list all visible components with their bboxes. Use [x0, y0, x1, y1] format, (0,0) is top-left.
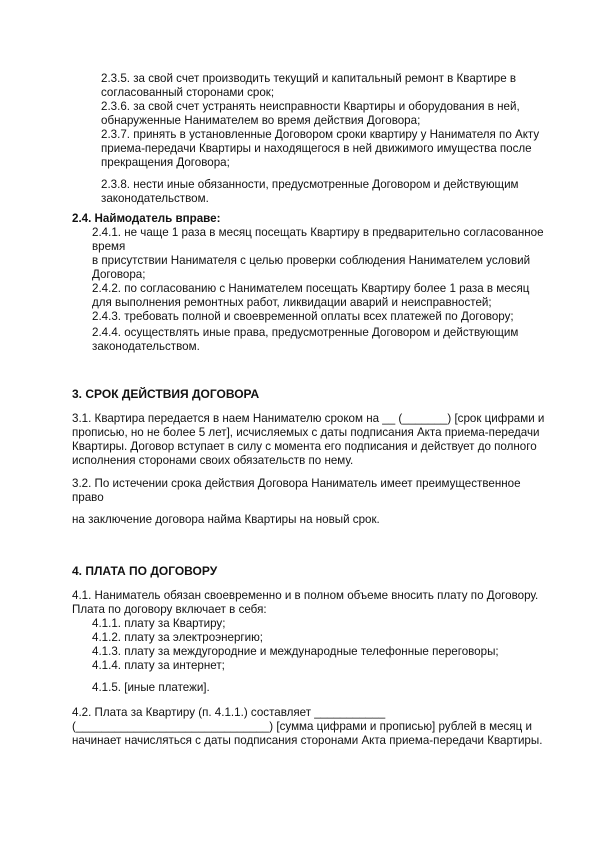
- para-3-2-line-2: право: [72, 491, 104, 504]
- list-item-4-1-5: 4.1.5. [иные платежи].: [92, 681, 210, 694]
- item-2-3-8-line-1: 2.3.8. нести иные обязанности, предусмотренные Договором и действующим: [101, 178, 519, 191]
- para-4-1-line-1: 4.1. Наниматель обязан своевременно и в полном объеме вносить плату по Договору.: [72, 589, 539, 602]
- para-3-1-line-1: 3.1. Квартира передается в наем Нанимателю сроком на __ (_______) [срок цифрами и: [72, 412, 545, 425]
- item-2-4-4-line-1: 2.4.4. осуществлять иные права, предусмотренные Договором и действующим: [92, 326, 519, 339]
- item-2-4-2-line-1: 2.4.2. по согласованию с Нанимателем посещать Квартиру более 1 раза в месяц: [92, 282, 530, 295]
- list-item-4-1-3: 4.1.3. плату за междугородние и международные телефонные переговоры;: [92, 645, 499, 658]
- item-2-4-4-line-2: законодательством.: [92, 340, 200, 353]
- item-2-4-3-line-1: 2.4.3. требовать полной и своевременной оплаты всех платежей по Договору;: [92, 310, 514, 323]
- item-2-3-7-line-2: приема-передачи Квартиры и находящегося в ней движимого имущества после: [101, 142, 532, 155]
- item-2-4-1-line-4: Договора;: [92, 268, 146, 281]
- item-2-3-5-line-2: согласованный сторонами срок;: [101, 86, 275, 99]
- para-3-2-line-1: 3.2. По истечении срока действия Договора Наниматель имеет преимущественное: [72, 477, 521, 490]
- para-4-2-line-3: начинает начисляться с даты подписания сторонами Акта приема-передачи Квартиры.: [72, 734, 543, 747]
- para-4-2-line-2: (______________________________) [сумма цифрами и прописью] рублей в месяц и: [72, 720, 532, 733]
- list-item-4-1-1: 4.1.1. плату за Квартиру;: [92, 617, 226, 630]
- section-2-4-heading: 2.4. Наймодатель вправе:: [72, 212, 221, 225]
- section-4-heading: 4. ПЛАТА ПО ДОГОВОРУ: [72, 564, 218, 578]
- list-item-4-1-2: 4.1.2. плату за электроэнергию;: [92, 631, 264, 644]
- section-3-heading: 3. СРОК ДЕЙСТВИЯ ДОГОВОРА: [72, 387, 260, 401]
- item-2-3-8-line-2: законодательством.: [101, 192, 209, 205]
- item-2-3-7-line-1: 2.3.7. принять в установленные Договором сроки квартиру у Нанимателя по Акту: [101, 128, 540, 141]
- para-4-2-line-1: 4.2. Плата за Квартиру (п. 4.1.1.) составляет ___________: [72, 706, 386, 719]
- item-2-3-5-line-1: 2.3.5. за свой счет производить текущий и капитальный ремонт в Квартире в: [101, 72, 517, 85]
- para-3-1-line-4: исполнения сторонами своих обязательств по нему.: [72, 454, 354, 467]
- para-3-2-line-3: на заключение договора найма Квартиры на новый срок.: [72, 513, 380, 526]
- item-2-4-1-line-2: время: [92, 240, 126, 253]
- list-item-4-1-4: 4.1.4. плату за интернет;: [92, 659, 225, 672]
- item-2-3-6-line-2: обнаруженные Нанимателем во время действия Договора;: [101, 114, 421, 127]
- item-2-3-6-line-1: 2.3.6. за свой счет устранять неисправности Квартиры и оборудования в ней,: [101, 100, 520, 113]
- para-3-1-line-3: Квартиры. Договор вступает в силу с момента его подписания и действует до полного: [72, 440, 537, 453]
- item-2-3-7-line-3: прекращения Договора;: [101, 156, 230, 169]
- item-2-4-2-line-2: для выполнения ремонтных работ, ликвидации аварий и неисправностей;: [92, 296, 492, 309]
- para-3-1-line-2: прописью, но не более 5 лет], исчисляемых с даты подписания Акта приема-передачи: [72, 426, 540, 439]
- item-2-4-1-line-1: 2.4.1. не чаще 1 раза в месяц посещать Квартиру в предварительно согласованное: [92, 226, 544, 239]
- para-4-1-line-2: Плата по договору включает в себя:: [72, 603, 267, 616]
- item-2-4-1-line-3: в присутствии Нанимателя с целью проверки соблюдения Нанимателем условий: [92, 254, 531, 267]
